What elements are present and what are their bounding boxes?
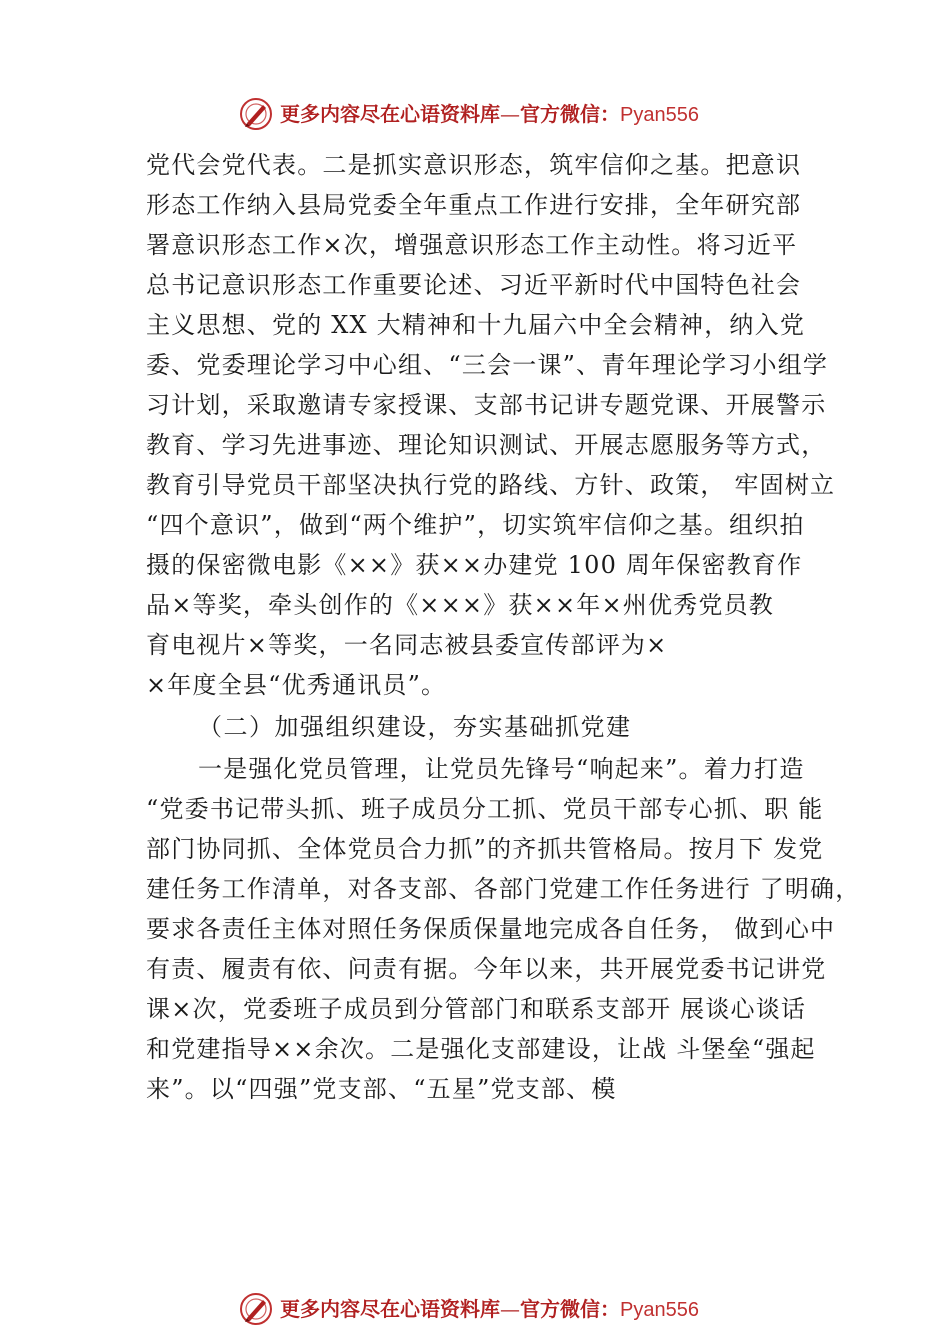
text-line: 建任务工作清单，对各支部、各部门党建工作任务进行 了明确， xyxy=(146,875,861,903)
text-line: 形态工作纳入县局党委全年重点工作进行安排，全年研究部 xyxy=(146,191,802,219)
text-line: “四个意识”，做到“两个维护”，切实筑牢信仰之基。组织拍 xyxy=(146,511,805,539)
banner-wechat-label: 官方微信： xyxy=(520,102,620,126)
text-line: 品×等奖，牵头创作的《×××》获××年×州优秀党员教 xyxy=(146,591,774,619)
banner-main-text: 更多内容尽在心语资料库 xyxy=(280,102,500,126)
text-line: 部门协同抓、全体党员合力抓”的齐抓共管格局。按月下 发党 xyxy=(146,835,824,863)
pen-logo-icon xyxy=(238,1291,274,1327)
text-line: 和党建指导××余次。二是强化支部建设，让战 斗堡垒“强起 xyxy=(146,1035,816,1063)
header-banner xyxy=(0,94,950,134)
text-line: 课×次，党委班子成员到分管部门和联系支部开 展谈心谈话 xyxy=(146,995,807,1023)
text-line: 来”。以“四强”党支部、“五星”党支部、模 xyxy=(146,1075,617,1103)
text-line: 署意识形态工作×次，增强意识形态工作主动性。将习近平 xyxy=(146,231,798,259)
pen-logo-icon xyxy=(238,96,274,132)
text-line: 委、党委理论学习中心组、“三会一课”、青年理论学习小组学 xyxy=(146,351,829,379)
banner-text xyxy=(280,100,699,129)
text-line: 有责、履责有依、问责有据。今年以来，共开展党委书记讲党 xyxy=(146,955,827,983)
footer-banner xyxy=(0,1289,950,1329)
banner-wechat-id: Pyan556 xyxy=(620,104,699,126)
text-line: 要求各责任主体对照任务保质保量地完成各自任务， 做到心中 xyxy=(146,915,836,943)
banner-text xyxy=(280,1295,699,1324)
text-line: 育电视片×等奖，一名同志被县委宣传部评为× xyxy=(146,631,668,659)
banner-wechat-label: 官方微信： xyxy=(520,1297,620,1321)
text-line: 教育、学习先进事迹、理论知识测试、开展志愿服务等方式， xyxy=(146,431,827,459)
banner-main-text: 更多内容尽在心语资料库 xyxy=(280,1297,500,1321)
text-line: “党委书记带头抓、班子成员分工抓、党员干部专心抓、职 能 xyxy=(146,795,824,823)
text-line: 习计划，采取邀请专家授课、支部书记讲专题党课、开展警示 xyxy=(146,391,827,419)
banner-wechat-id: Pyan556 xyxy=(620,1299,699,1321)
text-line: ×年度全县“优秀通讯员”。 xyxy=(146,671,447,699)
text-line: 党代会党代表。二是抓实意识形态，筑牢信仰之基。把意识 xyxy=(146,151,802,179)
text-line: 主义思想、党的 XX 大精神和十九届六中全会精神，纳入党 xyxy=(146,311,806,339)
banner-dash: — xyxy=(500,102,520,126)
section-heading: （二）加强组织建设，夯实基础抓党建 xyxy=(198,713,632,741)
text-line: 总书记意识形态工作重要论述、习近平新时代中国特色社会 xyxy=(146,271,802,299)
text-line: 摄的保密微电影《××》获××办建党 100 周年保密教育作 xyxy=(146,551,803,579)
text-line: 一是强化党员管理，让党员先锋号“响起来”。着力打造 xyxy=(198,755,805,783)
text-line: 教育引导党员干部坚决执行党的路线、方针、政策， 牢固树立 xyxy=(146,471,836,499)
banner-dash: — xyxy=(500,1297,520,1321)
